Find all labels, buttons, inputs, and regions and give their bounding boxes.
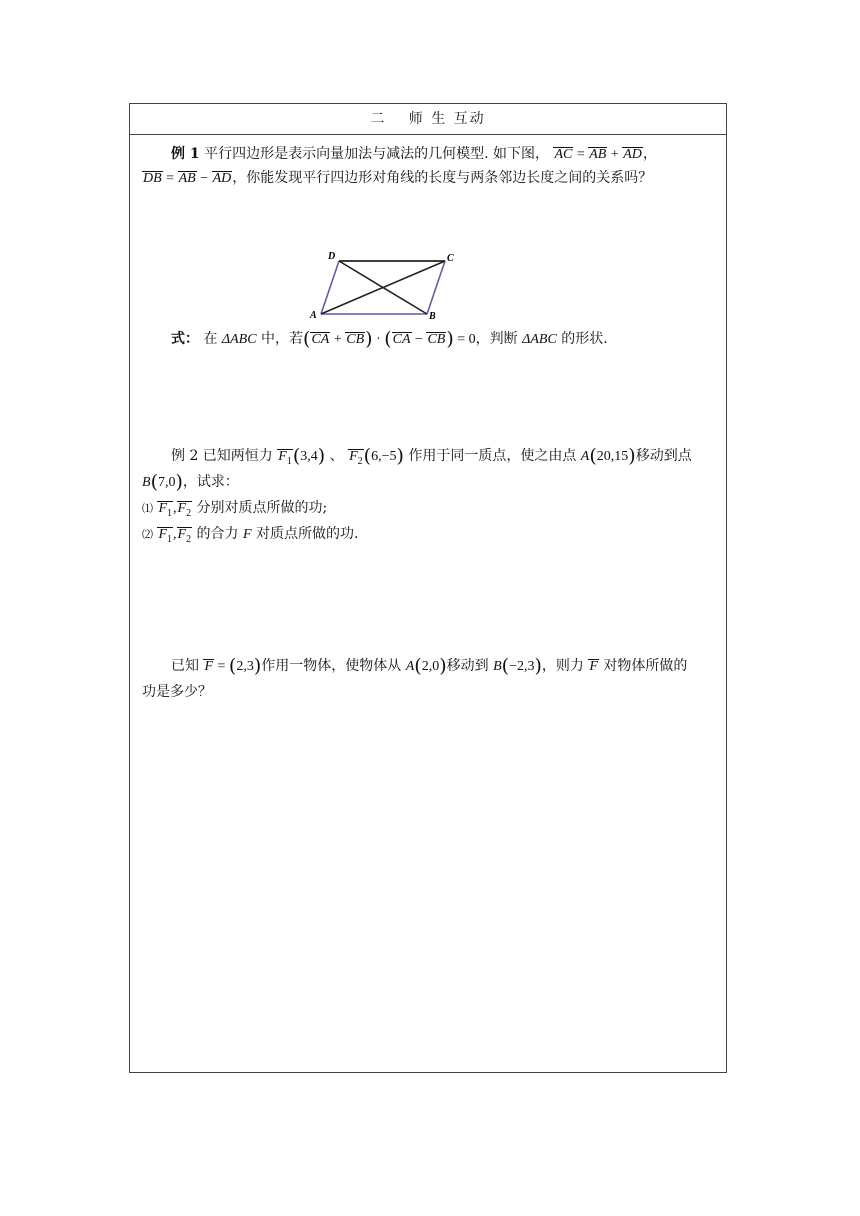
f2-subscript: 2 [186, 507, 192, 519]
minus-sign: − [411, 332, 427, 347]
paren-open: ( [384, 328, 392, 350]
vec-ab: AB [178, 171, 196, 186]
equals-zero: = 0 [453, 332, 476, 347]
paren-open: ( [228, 655, 237, 677]
vec-f: F [204, 659, 214, 674]
example2-line2 [142, 469, 239, 496]
vec-cb: CB [346, 332, 365, 347]
plus-sign: + [607, 147, 623, 162]
section-title: 二 师 生 互动 [370, 111, 486, 127]
dot-sign: · [372, 332, 385, 347]
example2-text: 移动到点 [635, 448, 692, 464]
f1-subscript: 1 [167, 507, 173, 519]
paren-open: ( [501, 655, 510, 677]
point-a: A [580, 449, 590, 464]
q1-number: ⑴ [142, 502, 153, 515]
practice1-label: 式： [171, 331, 199, 347]
table-frame [129, 103, 727, 1073]
q2-number: ⑵ [142, 528, 153, 541]
vec-cb: CB [427, 332, 446, 347]
f2-symbol: F [177, 501, 187, 516]
resultant-f: F [242, 527, 252, 542]
paren-open: ( [303, 328, 311, 350]
f1-symbol: F [158, 527, 168, 542]
practice2-text: 移动到 [446, 658, 489, 674]
point-a: A [405, 659, 415, 674]
paren-open: ( [589, 445, 597, 467]
example2-question2 [142, 521, 358, 548]
practice1-text: 的形状. [561, 331, 608, 347]
f2-symbol: F [349, 449, 358, 464]
practice2-text: 作用一物体，使物体从 [261, 658, 402, 674]
eq-sign: = [162, 171, 178, 186]
f1-symbol: F [158, 501, 168, 516]
vec-f1 [157, 501, 173, 521]
practice2-line2 [142, 679, 212, 705]
practice1-text: 中，若 [261, 331, 304, 347]
triangle-abc: ΔABC [522, 332, 557, 347]
vec-f2 [348, 449, 364, 469]
eq-sign: = [214, 659, 229, 674]
example1-line1 [171, 144, 657, 165]
a-value: 20,15 [596, 449, 629, 464]
f2-symbol: F [177, 527, 187, 542]
separator: 、 [329, 448, 344, 464]
paren-close: ) [317, 445, 326, 467]
b-value: −2,3 [509, 659, 535, 674]
label-a: A [310, 310, 317, 319]
vec-ad: AD [623, 147, 642, 162]
minus-sign: − [196, 171, 212, 186]
example1-question: 你能发现平行四边形对角线的长度与两条邻边长度之间的关系吗？ [246, 170, 653, 186]
paren-close: ) [253, 655, 262, 677]
practice1-text: 在 [203, 331, 218, 347]
paren-close: ) [446, 328, 454, 350]
f2-subscript: 2 [186, 533, 192, 545]
paren-close: ) [175, 471, 183, 493]
example2-text: 例 2 已知两恒力 [171, 448, 273, 464]
example2-text: 作用于同一质点，使之由点 [408, 448, 577, 464]
content-cell [130, 135, 726, 1072]
practice2-text: ，则力 [541, 658, 584, 674]
example1-line2 [142, 168, 652, 189]
paren-close: ) [439, 655, 447, 677]
example1-label: 例 1 [171, 146, 200, 162]
vec-ab: AB [589, 147, 607, 162]
point-b: B [142, 475, 151, 490]
label-b: B [429, 311, 436, 319]
f-value: 2,3 [236, 659, 254, 674]
vec-f2 [177, 501, 193, 521]
example2-text: ，试求： [182, 474, 239, 490]
b-value: 7,0 [157, 475, 176, 490]
practice2-text: 对物体所做的 [603, 658, 688, 674]
a-value: 2,0 [421, 659, 440, 674]
example2-question1 [142, 495, 327, 522]
f2-subscript: 2 [357, 455, 363, 467]
vec-f1 [277, 449, 293, 469]
practice2-text: 已知 [171, 658, 199, 674]
paren-open: ( [414, 655, 422, 677]
f2-value: 6,−5 [371, 449, 397, 464]
eq-sign: = [573, 147, 589, 162]
f1-value: 3,4 [300, 449, 318, 464]
paren-open: ( [150, 471, 158, 493]
practice1-text: ，判断 [475, 331, 518, 347]
q1-text: 分别对质点所做的功; [196, 500, 328, 516]
practice2-line1 [171, 653, 687, 680]
paren-close: ) [365, 328, 373, 350]
practice2-text: 功是多少？ [142, 684, 212, 700]
vec-f2 [177, 527, 193, 547]
vec-f1 [157, 527, 173, 547]
vec-ca: CA [392, 332, 411, 347]
vec-f: F [589, 659, 598, 674]
parallelogram-figure [308, 248, 456, 319]
paren-close: ) [396, 445, 404, 467]
comma: , [173, 527, 177, 542]
f1-symbol: F [278, 449, 287, 464]
comma: , [173, 501, 177, 516]
q2-text: 对质点所做的功. [256, 526, 359, 542]
section-header [130, 104, 726, 135]
f1-subscript: 1 [286, 455, 292, 467]
vec-ad: AD [212, 171, 232, 186]
vec-ac: AC [554, 147, 573, 162]
triangle-abc: ΔABC [221, 332, 257, 347]
paren-close: ) [534, 655, 542, 677]
q2-text: 的合力 [196, 526, 239, 542]
plus-sign: + [330, 332, 346, 347]
vec-db: DB [143, 171, 162, 186]
paren-open: ( [363, 445, 372, 467]
comma: ， [232, 170, 247, 186]
label-c: C [447, 253, 454, 264]
practice1-line [171, 326, 608, 353]
vec-ca: CA [311, 332, 330, 347]
example1-text: 平行四边形是表示向量加法与减法的几何模型. 如下图， [204, 146, 549, 162]
comma: ， [642, 146, 657, 162]
paren-close: ) [628, 445, 636, 467]
label-d: D [328, 251, 336, 262]
f1-subscript: 1 [167, 533, 173, 545]
paren-open: ( [292, 445, 301, 467]
point-b: B [493, 659, 502, 674]
example2-line1 [171, 443, 692, 470]
